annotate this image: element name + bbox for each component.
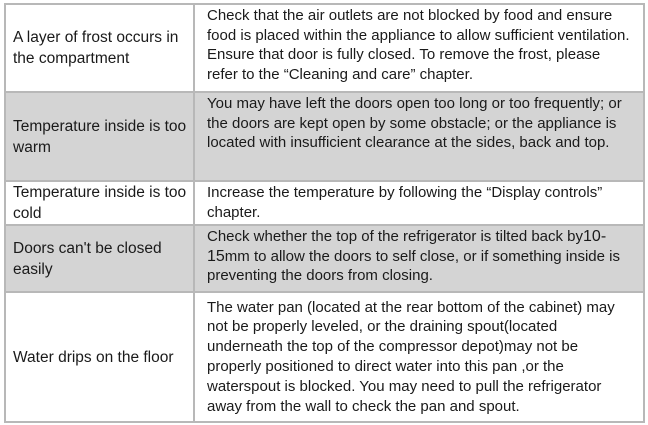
solution-cell [194,225,644,292]
problem-cell: Temperature inside is too cold [5,181,194,225]
solution-cell: You may have left the doors open too long or too frequently; or the doors are kept open by some obstacle; or the appliance is located with insufficient clearance at the sides, back and top. [194,92,644,181]
table-row [5,181,644,225]
problem-cell: Water drips on the floor [5,292,194,422]
solution-cell: The water pan (located at the rear bottom of the cabinet) may not be properly leveled, or the draining spout(located underneath the top of the compressor depot)may not be properly positioned to direct water into this pan ,or the waterspout is blocked. You may need to pull the refrigerator away from the wall to check the pan and spout. [194,292,644,422]
solution-text-after: mm to allow the doors to self close, or if something inside is preventing the doors from closing. [207,247,620,284]
problem-cell: Temperature inside is too warm [5,92,194,181]
table-row [5,292,644,422]
problem-cell: Doors can't be closed easily [5,225,194,292]
solution-cell: Increase the temperature by following the “Display controls” chapter. [194,181,644,225]
problem-cell: A layer of frost occurs in the compartment [5,4,194,92]
table-row [5,4,644,92]
table-row [5,225,644,292]
tilt-range-value: 10-15 [207,228,607,265]
table-row [5,92,644,181]
troubleshooting-table [4,3,645,423]
solution-cell: Check that the air outlets are not blocked by food and ensure food is placed within the appliance to allow sufficient ventilation. Ensure that door is fully closed. To remove the frost, please refer to the “Cleaning and care” chapter. [194,4,644,92]
solution-text-before: Check whether the top of the refrigerator is tilted back by [207,228,584,245]
